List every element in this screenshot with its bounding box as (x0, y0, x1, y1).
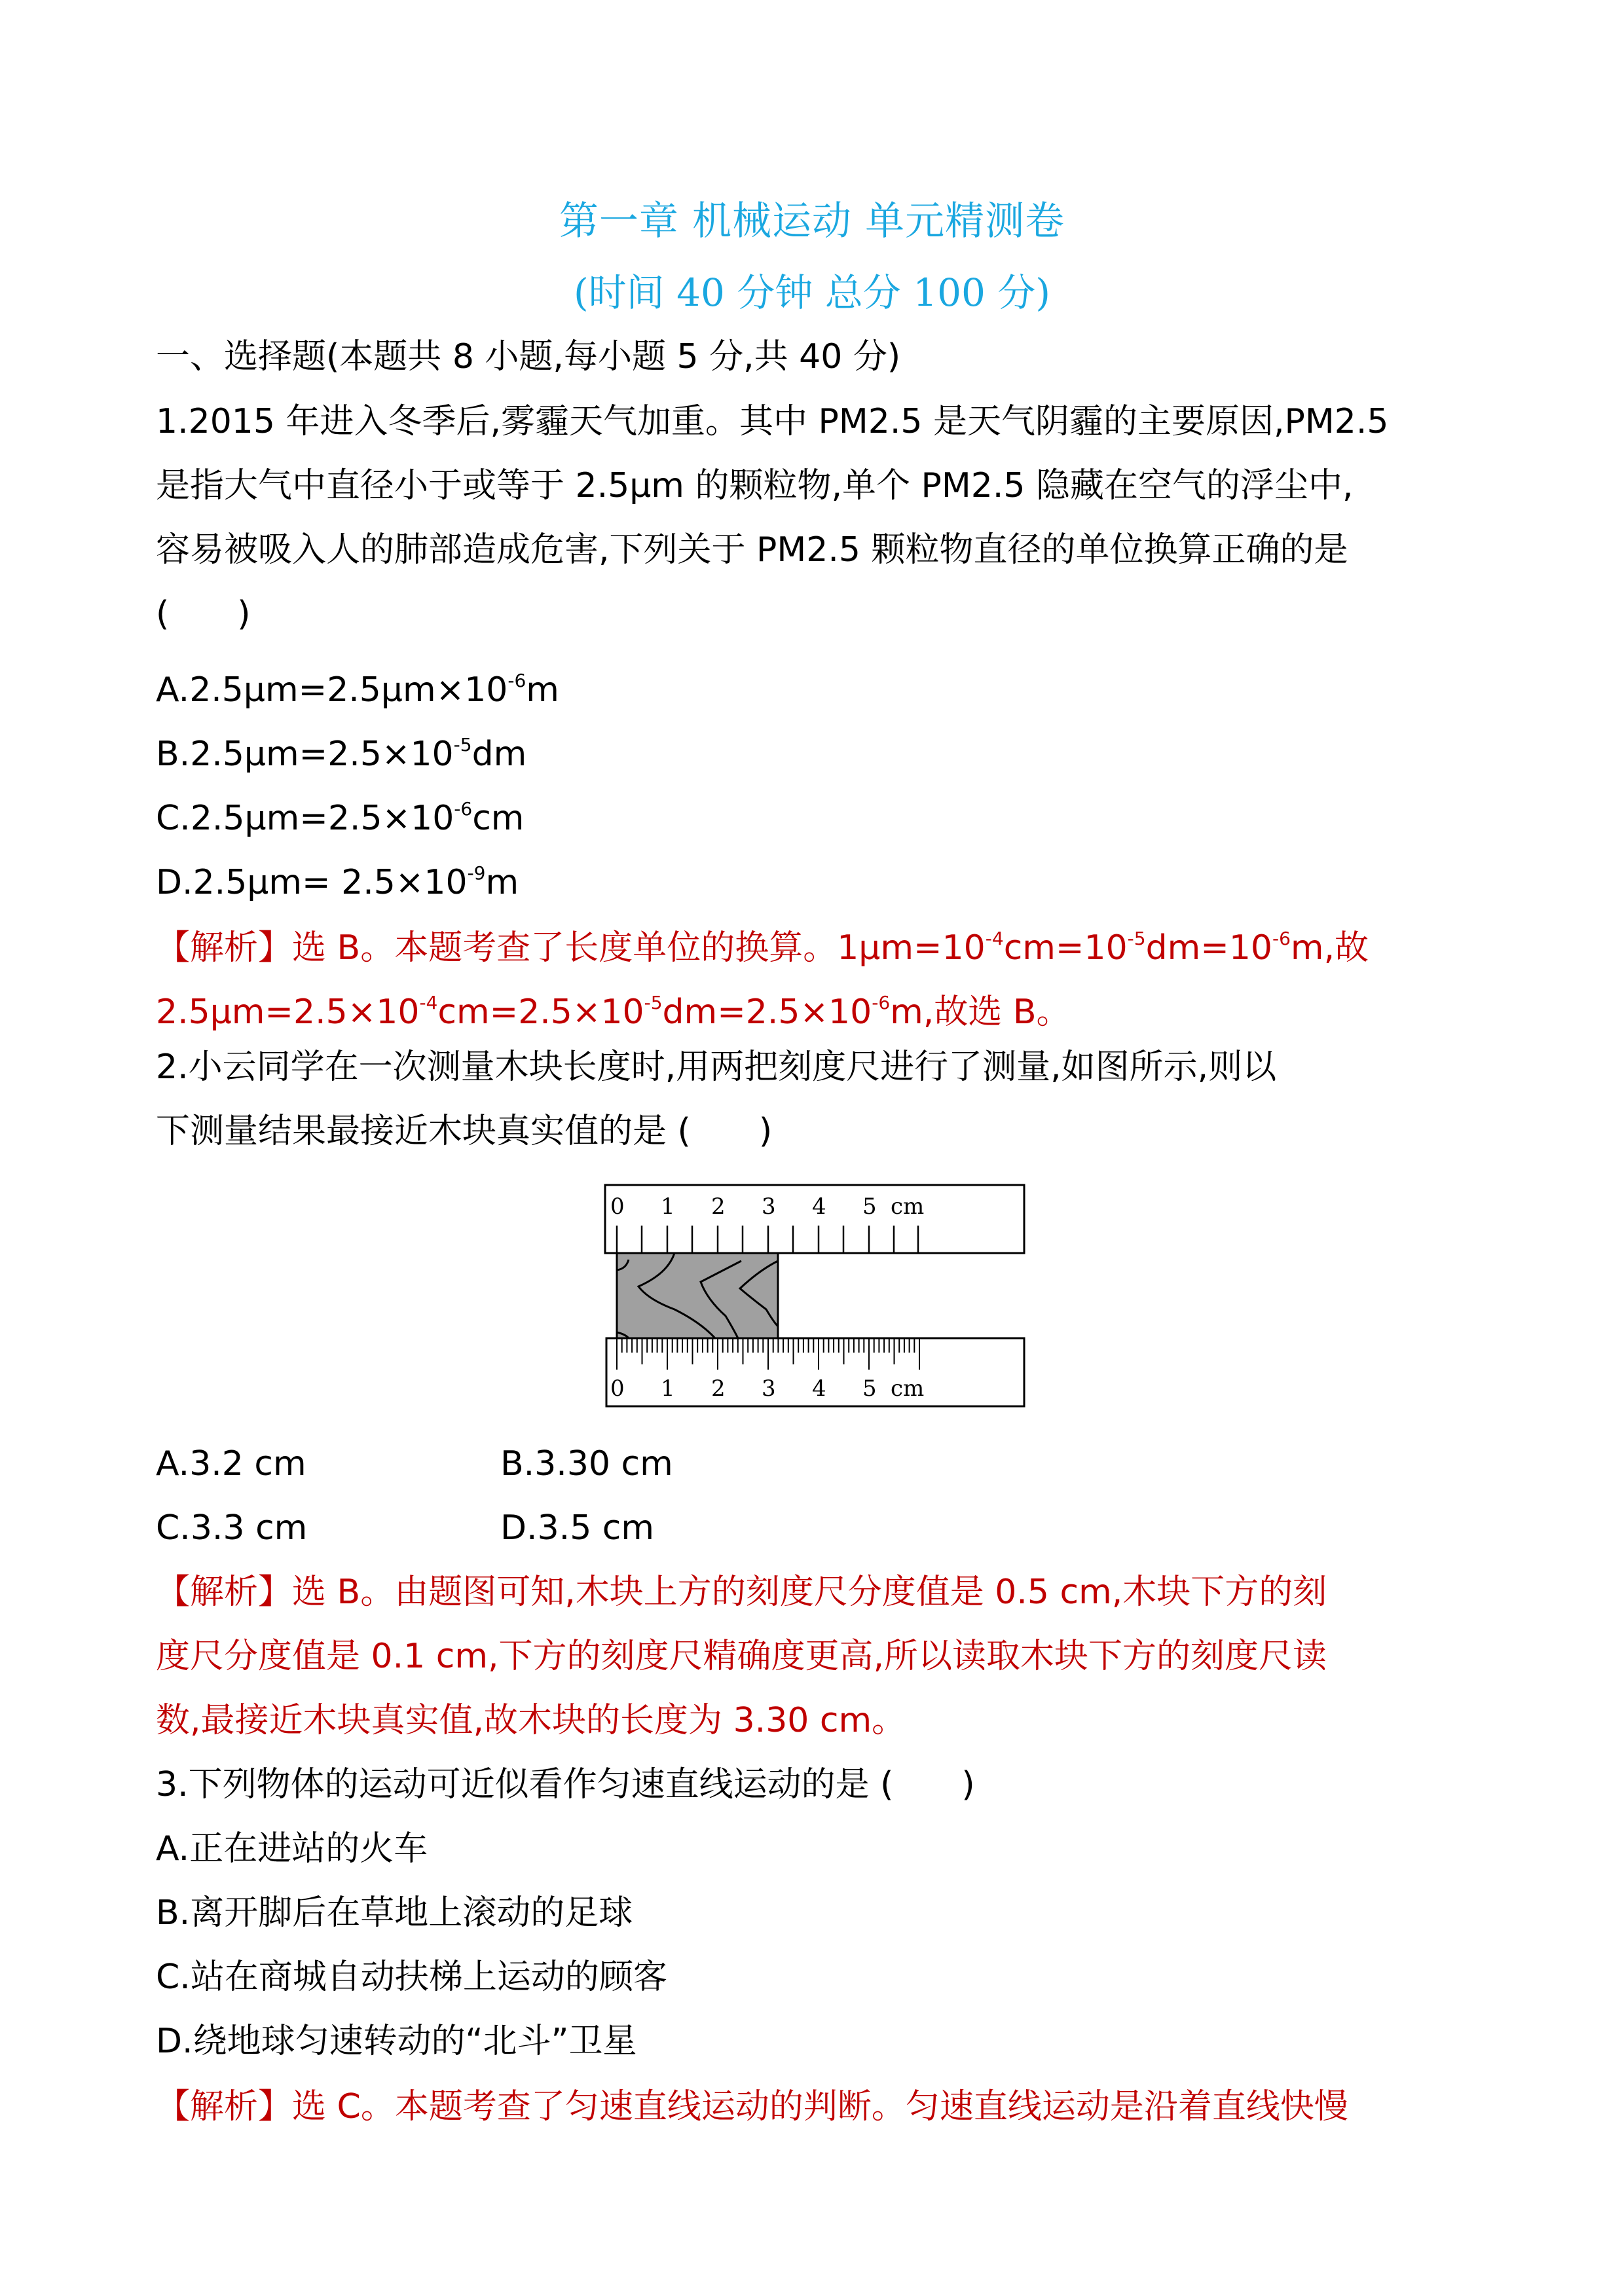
option-text: 3.3 cm (190, 1508, 308, 1548)
svg-text:cm: cm (891, 1376, 925, 1402)
analysis-text: cm=10 (1003, 928, 1128, 968)
option-text: 2.5μm=2.5×10 (190, 799, 454, 838)
exponent: -5 (644, 992, 663, 1013)
q1-stem-line: 容易被吸入人的肺部造成危害,下列关于 PM2.5 颗粒物直径的单位换算正确的是 (156, 530, 1348, 570)
option-unit: dm (471, 735, 527, 774)
option-unit: m (526, 670, 559, 710)
exponent: -9 (467, 862, 486, 884)
option-text: 正在进站的火车 (189, 1829, 428, 1868)
q3-option-b (156, 1893, 633, 1933)
q2-analysis-line: 数,最接近木块真实值,故木块的长度为 3.30 cm。 (156, 1701, 906, 1740)
svg-text:5: 5 (862, 1194, 877, 1220)
ruler-diagram (602, 1178, 1035, 1421)
option-text: 3.2 cm (189, 1444, 306, 1484)
analysis-text: m,故选 B。 (890, 993, 1071, 1032)
svg-text:4: 4 (812, 1194, 826, 1220)
q2-option-c (156, 1508, 307, 1548)
option-text: 3.5 cm (537, 1508, 655, 1548)
svg-text:2: 2 (711, 1194, 726, 1220)
svg-text:4: 4 (812, 1376, 826, 1402)
analysis-text: dm=2.5×10 (662, 993, 872, 1032)
svg-text:1: 1 (661, 1376, 675, 1402)
q2-option-d (500, 1508, 654, 1548)
option-unit: cm (472, 799, 525, 838)
q3-option-c (156, 1958, 667, 1997)
q2-analysis-line: 【解析】选 B。由题图可知,木块上方的刻度尺分度值是 0.5 cm,木块下方的刻 (156, 1573, 1327, 1612)
svg-text:1: 1 (661, 1194, 675, 1220)
svg-text:0: 0 (610, 1376, 625, 1402)
exponent: -5 (453, 734, 472, 756)
q1-analysis-line (156, 919, 1369, 968)
ruler-measurement-figure (602, 1178, 1035, 1423)
exponent: -6 (507, 670, 526, 691)
q1-stem-line: 是指大气中直径小于或等于 2.5μm 的颗粒物,单个 PM2.5 隐藏在空气的浮尘中, (156, 466, 1354, 505)
analysis-text: 【解析】选 B。本题考查了长度单位的换算。1μm=10 (156, 928, 986, 968)
q1-option-b (156, 725, 526, 774)
q1-answer-blank: ( ) (156, 594, 251, 634)
option-text: 站在商城自动扶梯上运动的顾客 (190, 1958, 667, 1997)
option-text: 2.5μm=2.5μm×10 (189, 670, 508, 710)
q2-stem-line: 下测量结果最接近木块真实值的是 ( ) (156, 1112, 773, 1151)
q1-option-c (156, 790, 524, 838)
exponent: -6 (454, 798, 473, 820)
analysis-text: dm=10 (1145, 928, 1272, 968)
svg-text:2: 2 (711, 1376, 726, 1402)
exponent: -6 (1272, 928, 1291, 949)
q3-option-d (156, 2022, 637, 2061)
exponent: -5 (1127, 928, 1146, 949)
option-label: D. (500, 1508, 538, 1548)
option-text: 离开脚后在草地上滚动的足球 (190, 1893, 633, 1933)
q2-option-b (500, 1444, 673, 1484)
option-label: B. (156, 735, 191, 774)
option-unit: m (485, 863, 519, 902)
q1-option-d (156, 854, 519, 902)
option-label: C. (156, 799, 191, 838)
exponent: -6 (872, 992, 891, 1013)
option-label: A. (156, 1829, 190, 1868)
analysis-text: cm=2.5×10 (437, 993, 644, 1032)
q2-analysis-line: 度尺分度值是 0.1 cm,下方的刻度尺精确度更高,所以读取木块下方的刻度尺读 (156, 1637, 1327, 1676)
option-label: B. (500, 1444, 535, 1484)
q1-option-a (156, 661, 559, 710)
svg-text:cm: cm (891, 1194, 925, 1220)
option-label: A. (156, 1444, 190, 1484)
wood-block (617, 1253, 778, 1338)
q2-option-a (156, 1444, 306, 1484)
page-title: 第一章 机械运动 单元精测卷 (559, 198, 1065, 244)
option-label: C. (156, 1958, 191, 1997)
section-heading: 一、选择题(本题共 8 小题,每小题 5 分,共 40 分) (156, 337, 901, 376)
option-label: B. (156, 1893, 191, 1933)
svg-text:5: 5 (862, 1376, 877, 1402)
svg-text:3: 3 (762, 1194, 776, 1220)
option-label: D. (156, 863, 193, 902)
analysis-text: 2.5μm=2.5×10 (156, 993, 420, 1032)
analysis-text: m,故 (1290, 928, 1369, 968)
option-text: 2.5μm=2.5×10 (190, 735, 454, 774)
exponent: -4 (419, 992, 438, 1013)
q3-stem-line: 3.下列物体的运动可近似看作匀速直线运动的是 ( ) (156, 1765, 975, 1804)
q3-option-a (156, 1829, 428, 1868)
q1-analysis-line (156, 983, 1071, 1032)
exponent: -4 (985, 928, 1004, 949)
option-text: 2.5μm= 2.5×10 (193, 863, 468, 902)
option-text: 3.30 cm (534, 1444, 673, 1484)
option-label: D. (156, 2022, 193, 2061)
svg-text:0: 0 (610, 1194, 625, 1220)
option-label: C. (156, 1508, 191, 1548)
svg-text:3: 3 (762, 1376, 776, 1402)
q3-analysis-line: 【解析】选 C。本题考查了匀速直线运动的判断。匀速直线运动是沿着直线快慢 (156, 2087, 1348, 2126)
option-label: A. (156, 670, 190, 710)
q1-stem-line: 1.2015 年进入冬季后,雾霾天气加重。其中 PM2.5 是天气阴霾的主要原因,PM2.5 (156, 402, 1389, 441)
q2-stem-line: 2.小云同学在一次测量木块长度时,用两把刻度尺进行了测量,如图所示,则以 (156, 1048, 1277, 1087)
option-text: 绕地球匀速转动的“北斗”卫星 (193, 2022, 637, 2061)
page-subtitle: (时间 40 分钟 总分 100 分) (574, 270, 1050, 315)
